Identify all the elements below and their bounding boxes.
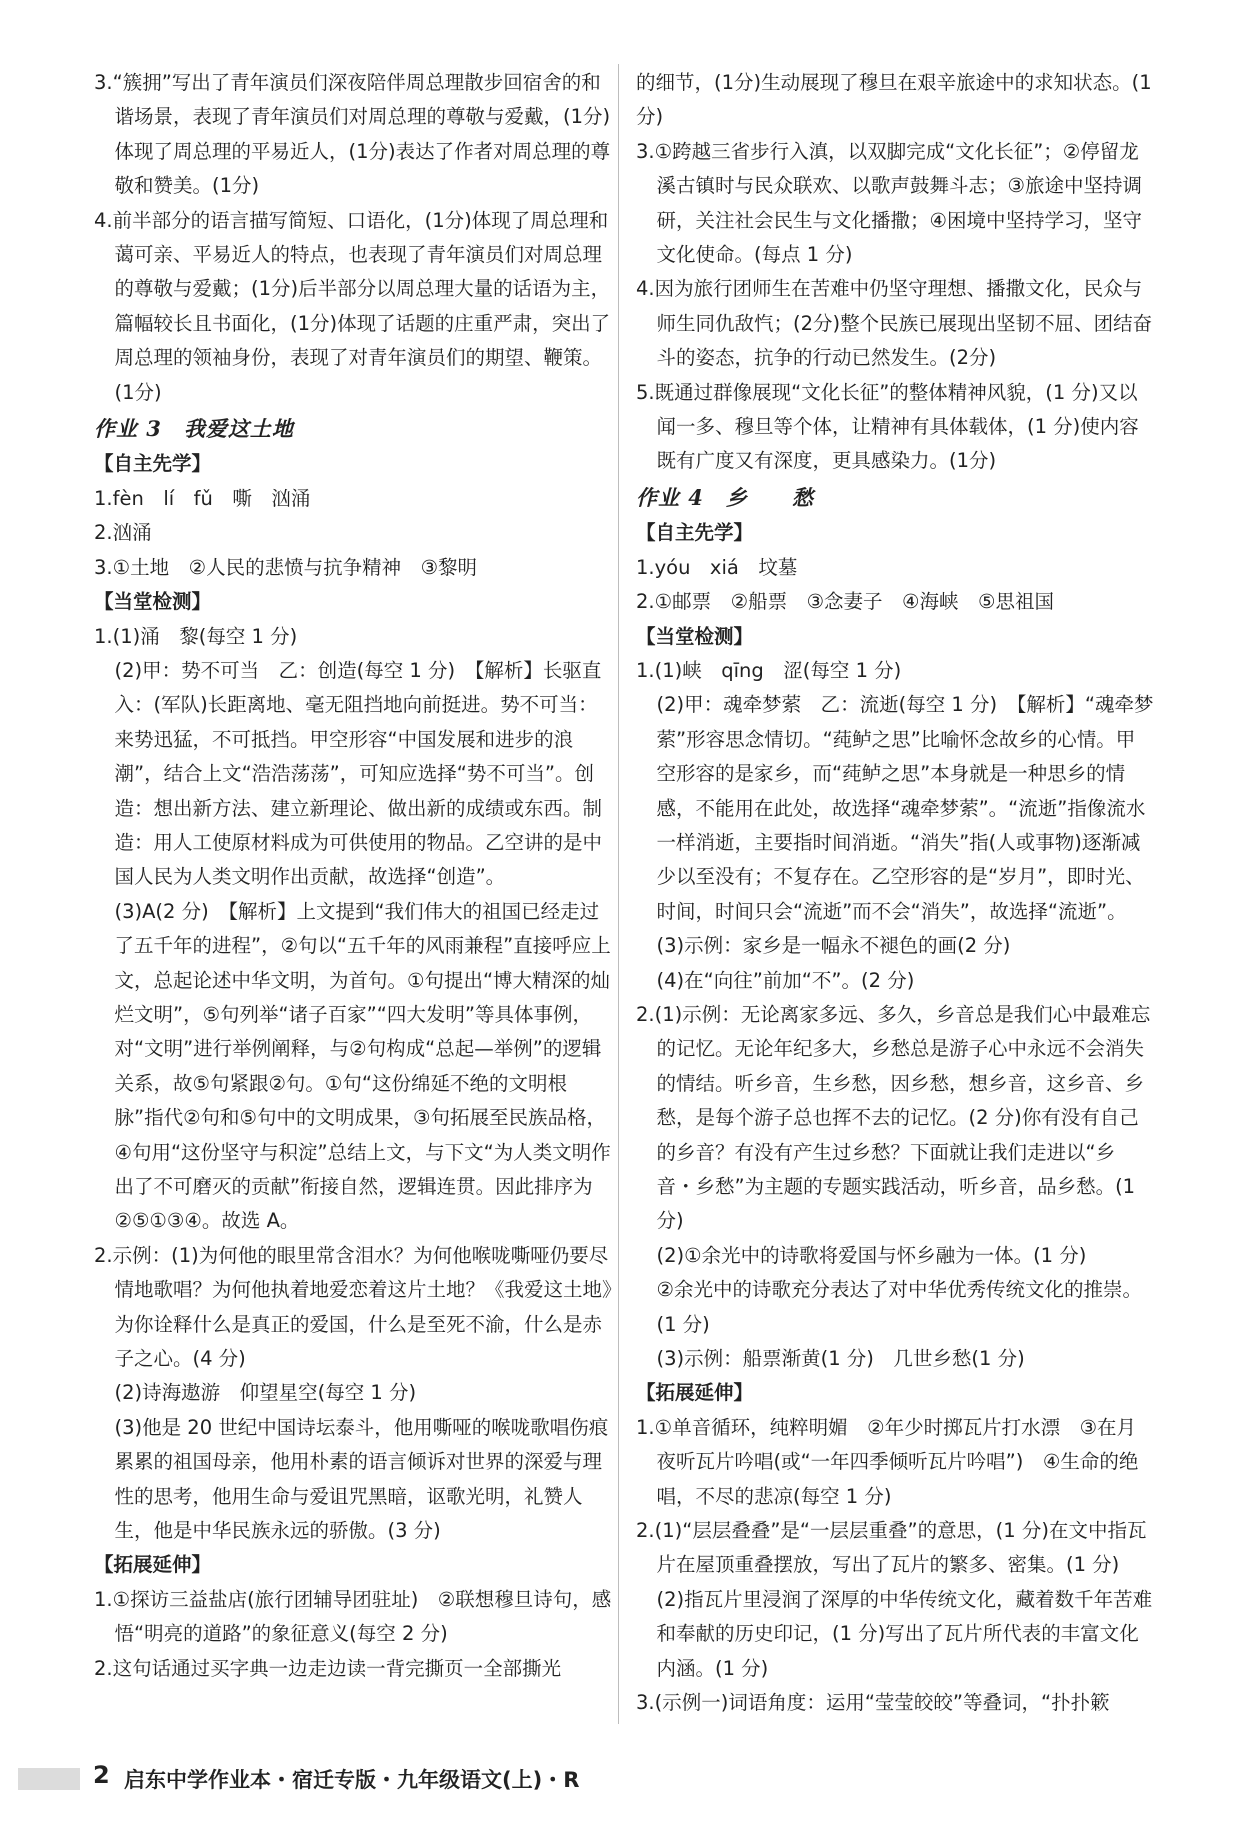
answer-paragraph: 2.示例：(1)为何他的眼里常含泪水？为何他喉咙嘶哑仍要尽情地歌唱？为何他执着地爱恋着这片土地？《我爱这土地》为你诠释什么是真正的爱国，什么是至死不渝，什么是赤子之心。(4 分) [94,1243,612,1371]
answer-paragraph: 2.汹涌 [94,521,152,545]
answer-paragraph: (3)示例：家乡是一幅永不褪色的画(2 分) [656,934,1011,958]
answer-paragraph: (3)A(2 分) 【解析】上文提到“我们伟大的祖国已经走过了五千年的进程”，②句以“五千年的风雨兼程”直接呼应上文，总起论述中华文明，为首句。①句提出“博大精深的灿烂文明”，⑤句列举“诸子百家”“四大发明”等具体事例，对“文明”进行举例阐释，与②句构成“总起—举例”的逻辑关系，故⑤句紧跟②句。①句“这份绵延不绝的文明根脉”指代②句和⑤句中的文明成果，③句拓展至民族品格，④句用“这份坚守与积淀”总结上文，与下文“为人类文明作出了不可磨灭的贡献”衔接自然，逻辑连贯。因此排序为②⑤①③④。故选 A。 [114,899,611,1233]
answer-paragraph: 2.这句话通过买字典一边走边读一背完撕页一全部撕光 [94,1656,562,1680]
subsection-heading: 【拓展延伸】 [94,1553,212,1577]
answer-paragraph: 3.(示例一)词语角度：运用“莹莹皎皎”等叠词，“扑扑簌 [636,1691,1110,1715]
subsection-heading: 【当堂检测】 [636,624,754,648]
answer-paragraph: (4)在“向往”前加“不”。(2 分) [656,968,915,992]
section-heading: 作业 3 我爱这土地 [94,416,294,442]
page-footer [0,1758,1250,1802]
answer-paragraph: (2)甲：势不可当 乙：创造(每空 1 分) 【解析】长驱直入：(军队)长距离地、毫无阻挡地向前挺进。势不可当：来势迅猛，不可抵挡。甲空形容“中国发展和进步的浪潮”，结合上文“浩浩荡荡”，可知应选择“势不可当”。创造：想出新方法、建立新理论、做出新的成绩或东西。制造：用人工使原材料成为可供使用的物品。乙空讲的是中国人民为人类文明作出贡献，故选择“创造”。 [114,658,602,889]
answer-paragraph: (2)甲：魂牵梦萦 乙：流逝(每空 1 分) 【解析】“魂牵梦萦”形容思念情切。“莼鲈之思”比喻怀念故乡的心情。甲空形容的是家乡，而“莼鲈之思”本身就是一种思乡的情感，不能用在此处，故选择“魂牵梦萦”。“流逝”指像流水一样消逝，主要指时间消逝。“消失”指(人或事物)逐渐减少以至没有；不复存在。乙空形容的是“岁月”，即时光、时间，时间只会“流逝”而不会“消失”，故选择“流逝”。 [656,693,1154,923]
answer-paragraph: 2.(1)“层层叠叠”是“一层层重叠”的意思，(1 分)在文中指瓦片在屋顶重叠摆放，写出了瓦片的繁多、密集。(1 分) [636,1519,1147,1577]
subsection-heading: 【当堂检测】 [94,590,212,614]
answer-paragraph: 5.既通过群像展现“文化长征”的整体精神风貌，(1 分)又以闻一多、穆旦等个体，让精神有具体载体，(1 分)使内容既有广度又有深度，更具感染力。(1分) [636,380,1139,473]
answer-paragraph: 1.(1)峡 qīng 涩(每空 1 分) [636,658,902,682]
column-divider [618,64,619,1724]
answer-paragraph: 1.①单音循环，纯粹明媚 ②年少时掷瓦片打水漂 ③在月夜听瓦片吟唱(或“一年四季倾听瓦片吟唱”) ④生命的绝唱，不尽的悲凉(每空 1 分) [636,1415,1139,1508]
answer-paragraph: (2)指瓦片里浸润了深厚的中华传统文化，藏着数千年苦难和奉献的历史印记，(1 分)写出了瓦片所代表的丰富文化内涵。(1 分) [656,1587,1153,1680]
answer-paragraph: 3.“簇拥”写出了青年演员们深夜陪伴周总理散步回宿舍的和谐场景，表现了青年演员们对周总理的尊敬与爱戴，(1分)体现了周总理的平易近人，(1分)表达了作者对周总理的尊敬和赞美。(1分) [94,71,611,198]
answer-paragraph: (2)①余光中的诗歌将爱国与怀乡融为一体。(1 分) [656,1243,1087,1267]
section-heading: 作业 4 乡 愁 [636,484,814,510]
answer-paragraph: 1.fèn lí fǔ 嘶 汹涌 [94,486,311,510]
book-title: 启东中学作业本・宿迁专版・九年级语文(上)・R [124,1768,580,1792]
subsection-heading: 【自主先学】 [94,452,212,476]
answer-paragraph: 3.①跨越三省步行入滇，以双脚完成“文化长征”；②停留龙溪古镇时与民众联欢、以歌声鼓舞斗志；③旅途中坚持调研，关注社会民生与文化播撒；④困境中坚持学习，坚守文化使命。(每点 1 分) [636,139,1142,267]
subsection-heading: 【拓展延伸】 [636,1381,754,1405]
subsection-heading: 【自主先学】 [636,521,754,545]
left-column [94,66,612,1686]
answer-paragraph: 4.因为旅行团师生在苦难中仍坚守理想、播撒文化，民众与师生同仇敌忾；(2分)整个民族已展现出坚韧不屈、团结奋斗的姿态，抗争的行动已然发生。(2分) [636,277,1153,370]
footer-decor-bar [18,1768,80,1790]
answer-paragraph: (3)他是 20 世纪中国诗坛泰斗，他用嘶哑的喉咙歌唱伤痕累累的祖国母亲，他用朴素的语言倾诉对世界的深爱与理性的思考，他用生命与爱诅咒黑暗，讴歌光明，礼赞人生，他是中华民族永远的骄傲。(3 分) [114,1415,609,1543]
answer-paragraph: ②余光中的诗歌充分表达了对中华优秀传统文化的推崇。(1 分) [656,1278,1142,1336]
answer-paragraph: (2)诗海遨游 仰望星空(每空 1 分) [114,1381,417,1405]
answer-paragraph: 2.(1)示例：无论离家多远、多久，乡音总是我们心中最难忘的记忆。无论年纪多大，乡愁总是游子心中永远不会消失的情结。听乡音，生乡愁，因乡愁，想乡音，这乡音、乡愁，是每个游子总也挥不去的记忆。(2 分)你有没有自己的乡音？有没有产生过乡愁？下面就让我们走进以“乡音・乡愁”为主题的专题实践活动，听乡音，品乡愁。(1 分) [636,1002,1151,1233]
answer-paragraph: 1.①探访三益盐店(旅行团辅导团驻址) ②联想穆旦诗句，感悟“明亮的道路”的象征意义(每空 2 分) [94,1587,612,1646]
answer-paragraph: 3.①土地 ②人民的悲愤与抗争精神 ③黎明 [94,555,478,579]
answer-paragraph: 1.yóu xiá 坟墓 [636,555,798,579]
page-number: 2 [93,1761,110,1789]
answer-paragraph: 的细节，(1分)生动展现了穆旦在艰辛旅途中的求知状态。(1分) [636,71,1152,129]
answer-paragraph: 4.前半部分的语言描写简短、口语化，(1分)体现了周总理和蔼可亲、平易近人的特点，也表现了青年演员们对周总理的尊敬与爱戴；(1分)后半部分以周总理大量的话语为主，篇幅较长且书面化，(1分)体现了话题的庄重严肃，突出了周总理的领袖身份，表现了对青年演员们的期望、鞭策。(1分) [94,208,611,404]
right-column [636,66,1154,1721]
answer-paragraph: (3)示例：船票渐黄(1 分) 几世乡愁(1 分) [656,1347,1025,1371]
answer-paragraph: 2.①邮票 ②船票 ③念妻子 ④海峡 ⑤思祖国 [636,590,1055,614]
answer-paragraph: 1.(1)涌 黎(每空 1 分) [94,624,298,648]
